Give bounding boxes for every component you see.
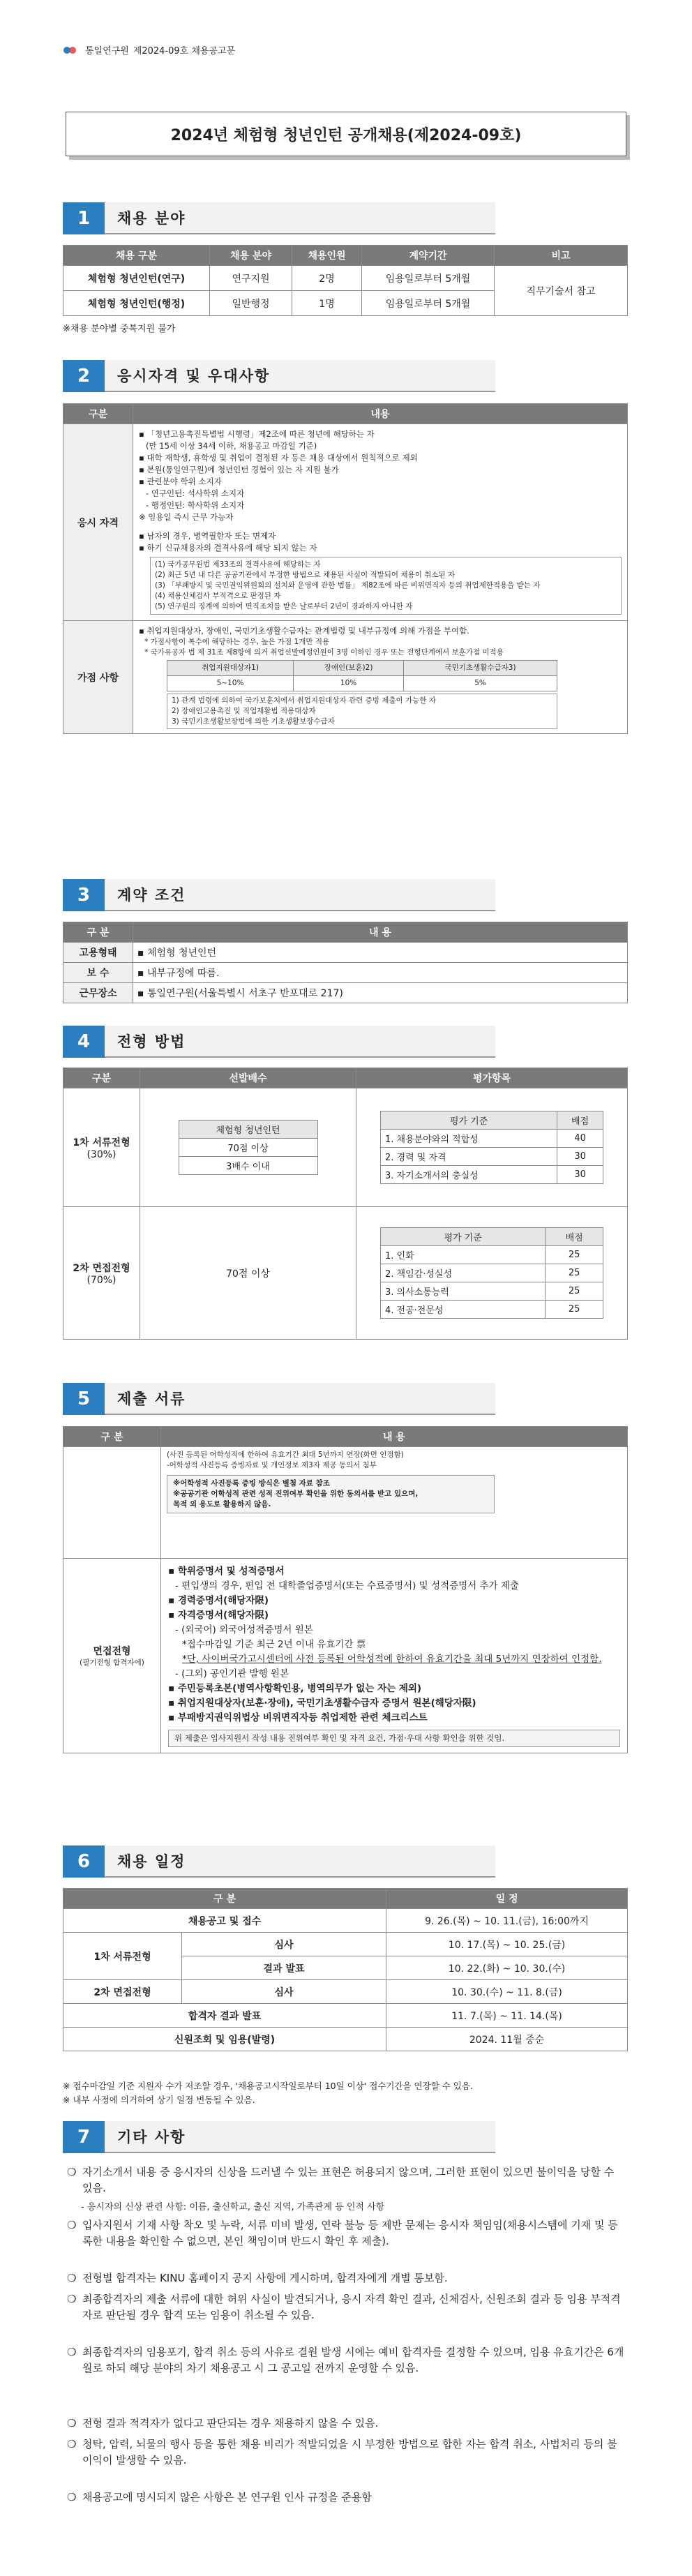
misc-item: ❍ 전형 결과 적격자가 없다고 판단되는 경우 채용하지 않을 수 있음.: [67, 2417, 379, 2429]
recruit-table: 채용 구분 채용 분야 채용인원 계약기간 비고 체험형 청년인턴(연구) 연구지원 2명 임용일로부터 5개월 직무기술서 참고 체험형 청년인턴(행정) 일반행정 1명 임용일로부터 5개월: [63, 245, 628, 316]
selection-table: 구분 선발배수 평가항목 1차 서류전형 (30%) 체험형 청년인턴 70점 이상 3배수 이내 평가 기준 배점 1. 채용분야와의 적합성 40 2. 경력 및 자격 30 3. 자기소개서의 충실성 30 2차 면접전형 (70%) 70점 이상 평가 기준 배점 1. 인화 25 2. 책임감·성실성 25 3. 의사소통능력 25 4. 전공·전문성 25: [63, 1068, 628, 1340]
schedule-note-2: ※ 내부 사정에 의거하여 상기 일정 변동될 수 있음.: [63, 2095, 255, 2105]
misc-item: ❍ 청탁, 압력, 뇌물의 행사 등을 통한 채용 비리가 적발되었을 시 부정한 방법으로 합한 자는 합격 취소, 사법처리 등의 불이익이 발생할 수 있음.: [67, 2438, 617, 2466]
section-header-4: 4 전형 방법: [63, 1026, 495, 1058]
bonus-table: 취업지원대상자1) 장애인(보훈)2) 국민기초생활수급자3) 5~10% 10% 5%: [167, 660, 557, 691]
section-header-3: 3 계약 조건: [63, 879, 495, 911]
schedule-table: 구 분 일 정 채용공고 및 접수 9. 26.(목) ~ 10. 11.(금), 16:00까지 1차 서류전형 심사 10. 17.(목) ~ 10. 25.(금) 결과 발표 10. 22.(화) ~ 10. 30.(수) 2차 면접전형 심사 10. 30.(수) ~ 11. 8.(금) 합격자 결과 발표 11. 7.(목) ~ 11. 14.(목) 신원조회 및 임용(발령) 2024. 11월 중순: [63, 1888, 628, 2051]
recruit-note: ※채용 분야별 중복지원 불가: [63, 324, 176, 334]
schedule-note-1: ※ 접수마감일 기준 지원자 수가 저조할 경우, '채용공고시작일로부터 10일 이상' 접수기간을 연장할 수 있음.: [63, 2081, 473, 2091]
misc-item: ❍ 최종합격자의 제출 서류에 대한 허위 사실이 발견되거나, 응시 자격 확인 결과, 신체검사, 신원조회 결과 등 임용 부적격자로 판단될 경우 합격 또는 임용이 취소될 수 있음.: [67, 2293, 621, 2321]
org-name: 통일연구원: [85, 46, 129, 57]
disqualification-box: (1) 국가공무원법 제33조의 결격사유에 해당하는 자 (2) 최근 5년 내 다른 공공기관에서 부정한 방법으로 채용된 사실이 적발되어 채용이 취소된 자 (3) 「부패방지 및 국민권익위원회의 설치와 운영에 관한 법률」 제82조에 따른 비위면직자 등의 취업제한적용을 받는 자 (4) 채용신체검사 부적격으로 판정된 자 (5) 연구원의 징계에 의하여 면직조치를 받은 날로부터 2년이 경과하지 아니한 자: [150, 557, 622, 615]
misc-subitem: - 응시자의 신상 관련 사항: 이름, 출신학교, 출신 지역, 가족관계 등 인적 사항: [81, 2202, 385, 2212]
section-header-1: 1 채용 분야: [63, 202, 495, 234]
qualification-table: 구분 내용 응시 자격 ▪ 「청년고용촉진특별법 시행령」제2조에 따른 청년에 해당하는 자 (만 15세 이상 34세 이하, 채용공고 마감일 기준) ▪ 대학 재학생, 휴학생 및 취업이 결정된 자 등은 채용 대상에서 원칙적으로 제외 ▪ 본원(통일연구원)에 청년인턴 경험이 있는 자 지원 불가 ▪ 관련분야 학위 소지자 - 연구인턴: 석사학위 소지자 - 행정인턴: 학사학위 소지자 ※ 임용일 즉시 근무 가능자 ▪ 남자의 경우, 병역필한자 또는 면제자 ▪ 하기 신규채용자의 결격사유에 해당 되지 않는 자 (1) 국가공무원법 제33조의 결격사유에 해당하는 자 (2) 최근 5년 내 다른 공공기관에서 부정한 방법으로 채용된 사실이 적발되어 채용이 취소된 자 (3) 「부패방지 및 국민권익위원회의 설치와 운영에 관한 법률」 제82조에 따른 비위면직자 등의 취업제한적용을 받는 자 (4) 채용신체검사 부적격으로 판정된 자 (5) 연구원의 징계에 의하여 면직조치를 받은 날로부터 2년이 경과하지 아니한 자 가점 사항 ▪ 취업지원대상자, 장애인, 국민기초생활수급자는 관계법령 및 내부규정에 의해 가점을 부여함. * 가점사항이 복수에 해당하는 경우, 높은 가점 1개만 적용 * 국가유공자 법 제 31조 제8항에 의거 취업선발예정인원이 3명 이하인 경우 또는 전형단계에서 보훈가점 미적용 취업지원대상자1) 장애인(보훈)2) 국민기초생활수급자3) 5~10% 10% 5% 1) 관계 법령에 의하여 국가보훈처에서 취업지원대상자 관련 증빙 제출이 가능한 자 2) 장애인고용촉진 및 직업재활법 적용대상자 3) 국민기초생활보장법에 의한 기초생활보장수급자: [63, 403, 628, 734]
section-header-2: 2 응시자격 및 우대사항: [63, 360, 495, 392]
documents-table: 구 분 내 용 (사진 등록된 어학성적에 한하여 유효기간 최대 5년까지 연장(화면 인정함) -어학성적 사진등록 증빙자료 및 개인정보 제3자 제공 동의서 첨부 ※어학성적 사진등록 증빙 방식은 별첨 자료 참조 ※공공기관 어학성적 관련 성적 진위여부 확인을 위한 동의서를 받고 있으며, 목적 외 용도로 활용하지 않음. 면접전형 (필기전형 합격자에) ▪ 학위증명서 및 성적증명서 - 편입생의 경우, 편입 전 대학졸업증명서(또는 수료증명서) 및 성적증명서 추가 제출 ▪ 경력증명서(해당자限) ▪ 자격증명서(해당자限) - (외국어) 외국어성적증명서 원본 *접수마감일 기준 최근 2년 이내 유효기간 票 *단, 사이버국가고시센터에 사전 등록된 어학성적에 한하여 유효기간을 최대 5년까지 연장하여 인정함. - (그외) 공인기관 발행 원본 ▪ 주민등록초본(병역사항확인용, 병역의무가 없는 자는 제외) ▪ 취업지원대상자(보훈·장애), 국민기초생활수급자 증명서 원본(해당자限) ▪ 부패방지권익위법상 비위면직자등 취업제한 관련 체크리스트 위 제출은 입사지원서 작성 내용 진위여부 확인 및 자격 요건, 가점·우대 사항 확인을 위한 것임.: [63, 1426, 628, 1753]
org-logo-icon: [63, 45, 81, 54]
misc-item: ❍ 입사지원서 기재 사항 착오 및 누락, 서류 미비 발생, 연락 불능 등 제반 문제는 응시자 책임임(채용시스템에 기재 및 등록한 내용을 확인할 수 없으면, 본인 책임이며 반드시 확인 후 제출).: [67, 2219, 618, 2247]
misc-item: ❍ 최종합격자의 임용포기, 합격 취소 등의 사유로 결원 발생 시에는 예비 합격자를 결정할 수 있으며, 임용 유효기간은 6개월로 하되 해당 분야의 차기 채용공고 시 그 공고일 전까지 운영할 수 있음.: [67, 2346, 624, 2374]
section-header-6: 6 채용 일정: [63, 1845, 495, 1878]
misc-item: ❍ 채용공고에 명시되지 않은 사항은 본 연구원 인사 규정을 준용함: [67, 2491, 372, 2503]
header-line: [63, 43, 235, 57]
page-title: 2024년 체험형 청년인턴 공개채용(제2024-09호): [66, 112, 626, 156]
misc-item: ❍ 전형별 합격자는 KINU 홈페이지 공지 사항에 게시하며, 합격자에게 개별 통보함.: [67, 2272, 448, 2284]
misc-item: ❍ 자기소개서 내용 중 응시자의 신상을 드러낼 수 있는 표현은 허용되지 않으며, 그러한 표현이 있으면 불이익을 당할 수 있음.: [67, 2166, 615, 2194]
contract-table: 구 분 내 용 고용형태 ▪ 체험형 청년인턴 보 수 ▪ 내부규정에 따름. 근무장소 ▪ 통일연구원(서울특별시 서초구 반포대로 217): [63, 922, 628, 1003]
section-header-5: 5 제출 서류: [63, 1383, 495, 1415]
notice-number: 제2024-09호 채용공고문: [133, 46, 236, 57]
section-header-7: 7 기타 사항: [63, 2121, 495, 2153]
